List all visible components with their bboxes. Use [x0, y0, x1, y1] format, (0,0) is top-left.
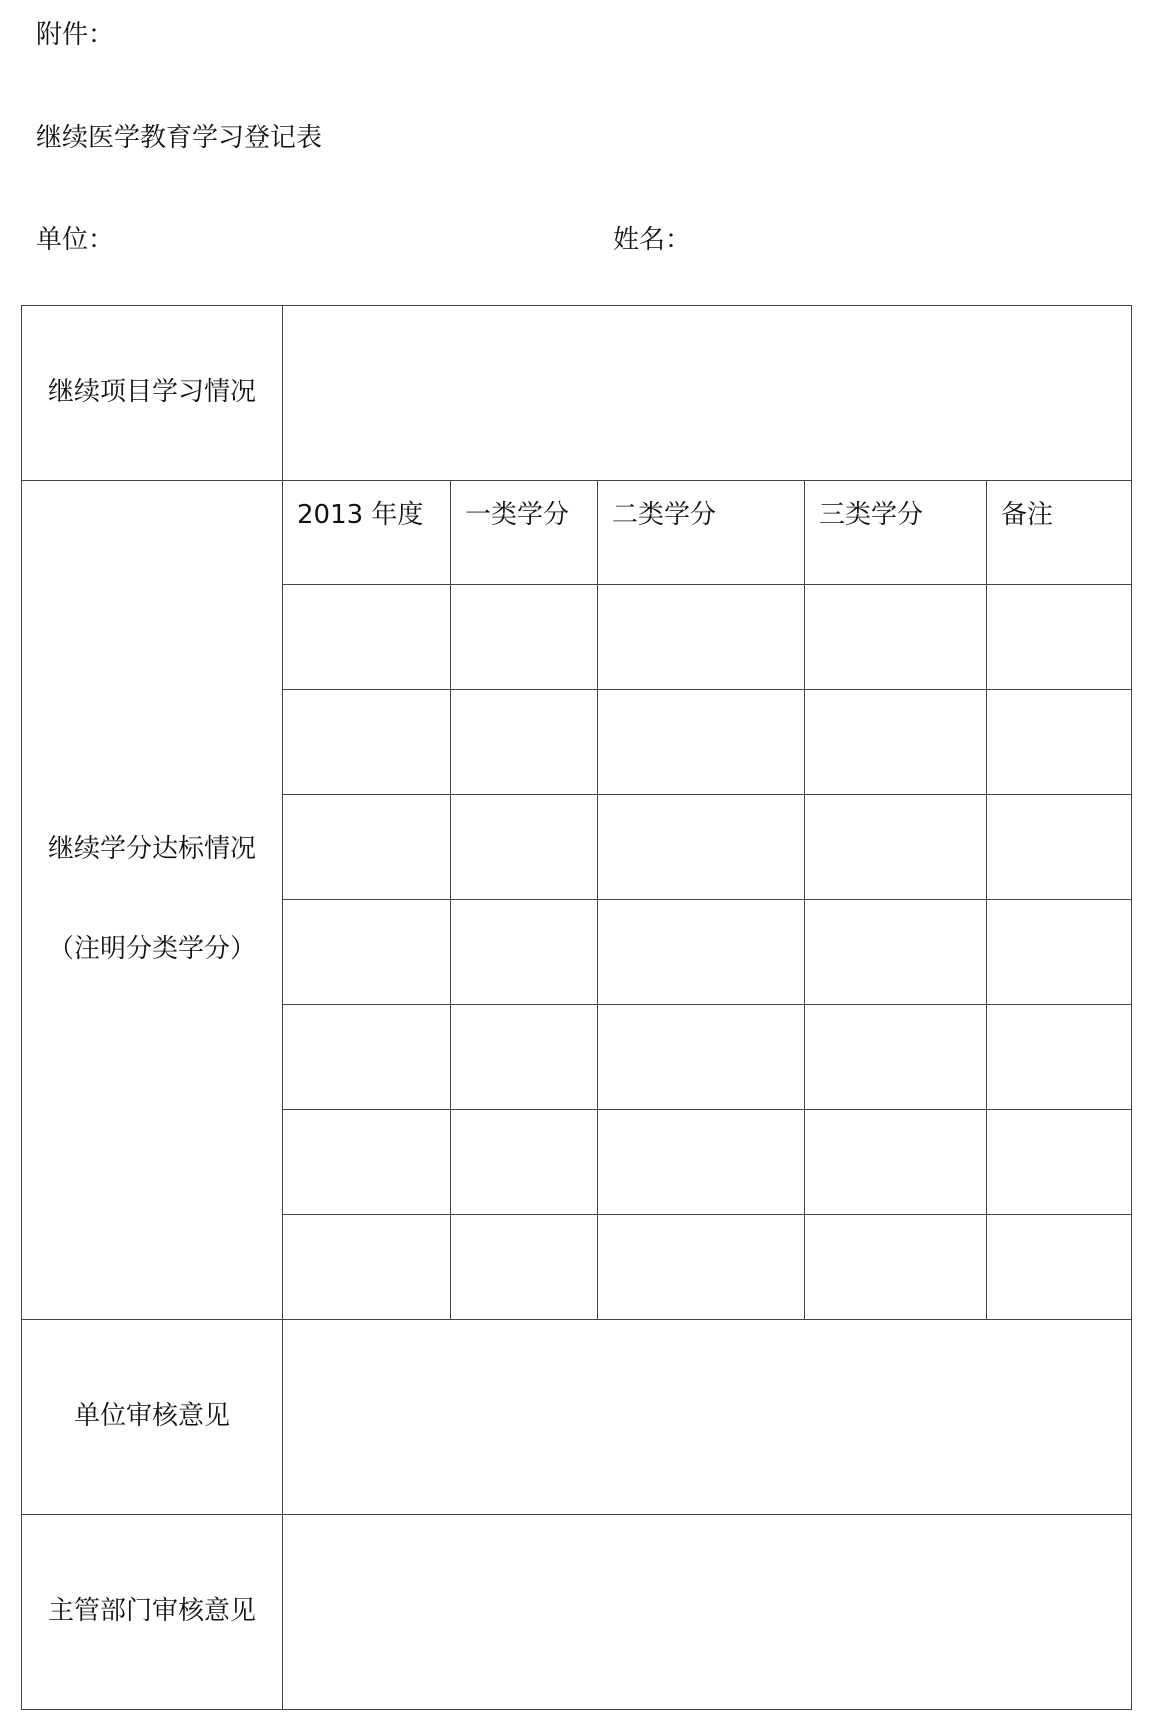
cell-class3[interactable] — [805, 690, 987, 795]
cell-year[interactable] — [283, 585, 451, 690]
credit-status-note: （注明分类学分） — [47, 934, 256, 964]
unit-label: 单位： — [36, 225, 115, 255]
cell-class2[interactable] — [598, 795, 805, 900]
credit-status-label — [22, 481, 283, 1320]
cell-class2[interactable] — [598, 1005, 805, 1110]
cell-class3[interactable] — [805, 795, 987, 900]
cell-class1[interactable] — [451, 795, 598, 900]
cell-class2[interactable] — [598, 1110, 805, 1215]
credit-status-title: 继续学分达标情况 — [47, 834, 256, 865]
cell-remarks[interactable] — [987, 690, 1132, 795]
cell-year[interactable] — [283, 900, 451, 1005]
cell-class1[interactable] — [451, 900, 598, 1005]
col-header-year: 2013 年度 — [283, 481, 451, 585]
cell-year[interactable] — [283, 795, 451, 900]
cell-class3[interactable] — [805, 900, 987, 1005]
unit-review-label: 单位审核意见 — [22, 1320, 283, 1515]
cell-class3[interactable] — [805, 1110, 987, 1215]
col-header-remarks: 备注 — [987, 481, 1132, 585]
cell-remarks[interactable] — [987, 1110, 1132, 1215]
cell-class2[interactable] — [598, 1215, 805, 1320]
col-header-class2: 二类学分 — [598, 481, 805, 585]
cell-year[interactable] — [283, 1005, 451, 1110]
project-study-cell[interactable] — [283, 306, 1132, 481]
project-study-label: 继续项目学习情况 — [22, 306, 283, 481]
cell-class3[interactable] — [805, 585, 987, 690]
cell-class1[interactable] — [451, 585, 598, 690]
cell-class1[interactable] — [451, 1215, 598, 1320]
cell-remarks[interactable] — [987, 1005, 1132, 1110]
cell-remarks[interactable] — [987, 585, 1132, 690]
col-header-class1: 一类学分 — [451, 481, 598, 585]
cell-year[interactable] — [283, 690, 451, 795]
form-title: 继续医学教育学习登记表 — [36, 123, 323, 153]
cell-class2[interactable] — [598, 585, 805, 690]
cell-class1[interactable] — [451, 1005, 598, 1110]
cell-year[interactable] — [283, 1110, 451, 1215]
cell-class2[interactable] — [598, 690, 805, 795]
name-label: 姓名： — [613, 225, 692, 255]
cell-class3[interactable] — [805, 1215, 987, 1320]
unit-review-cell[interactable] — [283, 1320, 1132, 1515]
cell-remarks[interactable] — [987, 795, 1132, 900]
cell-class1[interactable] — [451, 1110, 598, 1215]
cell-class1[interactable] — [451, 690, 598, 795]
cell-remarks[interactable] — [987, 900, 1132, 1005]
cell-class3[interactable] — [805, 1005, 987, 1110]
cell-remarks[interactable] — [987, 1215, 1132, 1320]
cell-class2[interactable] — [598, 900, 805, 1005]
cell-year[interactable] — [283, 1215, 451, 1320]
attachment-label: 附件： — [36, 20, 115, 50]
dept-review-cell[interactable] — [283, 1515, 1132, 1710]
dept-review-label: 主管部门审核意见 — [22, 1515, 283, 1710]
col-header-class3: 三类学分 — [805, 481, 987, 585]
registration-table — [21, 305, 1132, 1710]
